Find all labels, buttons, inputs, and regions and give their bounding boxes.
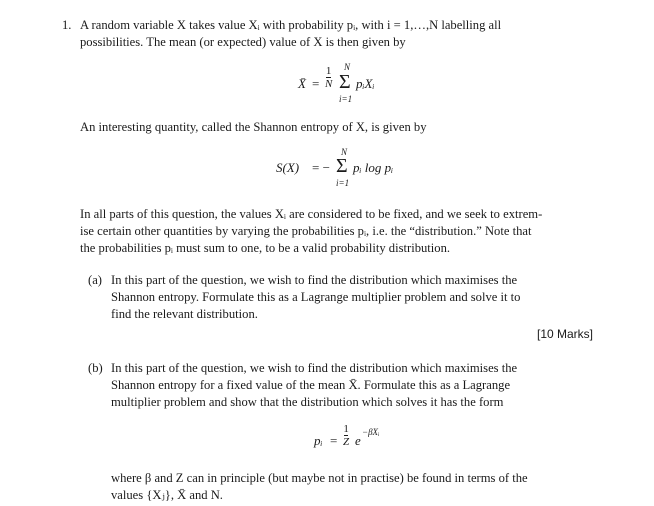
part-a-line-3: find the relevant distribution. [111, 307, 258, 321]
where-line-2: values {Xⱼ}, X̄ and N. [111, 488, 223, 502]
mean-lhs: X̄ [298, 76, 306, 91]
paragraph-line-1: In all parts of this question, the values Xᵢ are considered to be fixed, and we seek to extrem- [80, 207, 543, 221]
entropy-equals: = − [312, 160, 330, 175]
part-a-label: (a) [88, 273, 102, 287]
entropy-sum-symbol: Σ [336, 155, 348, 177]
part-b-line-1: In this part of the question, we wish to find the distribution which maximises the [111, 361, 518, 375]
mean-fraction [325, 65, 332, 90]
mean-sum-top: N [344, 62, 351, 72]
part-b-label: (b) [88, 361, 103, 375]
distribution-fraction [343, 423, 349, 448]
paragraph-line-3: the probabilities pᵢ must sum to one, to be a valid probability distribution. [80, 241, 451, 255]
intro-line-1: A random variable X takes value Xᵢ with probability pᵢ, with i = 1,…,N labelling all [80, 18, 502, 32]
part-a-marks: [10 Marks] [537, 327, 594, 341]
mean-sum-symbol: Σ [339, 71, 351, 93]
mean-equals: = [312, 76, 320, 91]
part-a-line-2: Shannon entropy. Formulate this as a Lagrange multiplier problem and solve it to [111, 290, 521, 304]
part-a-line-1: In this part of the question, we wish to find the distribution which maximises the [111, 273, 518, 287]
entropy-sum-bottom: i=1 [336, 178, 350, 188]
distribution-equals: = [330, 433, 338, 448]
entropy-term: pᵢ log pᵢ [353, 160, 394, 175]
part-b-line-2: Shannon entropy for a fixed value of the mean X̄. Formulate this as a Lagrange [111, 378, 511, 392]
mean-frac-denominator: N [325, 78, 333, 90]
intro-line-2: possibilities. The mean (or expected) value of X is then given by [80, 35, 406, 49]
question-number: 1. [62, 18, 72, 32]
distribution-frac-numerator: 1 [343, 423, 349, 435]
entropy-sum-top: N [341, 147, 348, 157]
distribution-base: e [355, 433, 361, 448]
distribution-exponent: −βXᵢ [362, 427, 380, 437]
entropy-lhs: S(X) [276, 160, 300, 175]
mean-sum-bottom: i=1 [339, 94, 353, 104]
entropy-intro: An interesting quantity, called the Shannon entropy of X, is given by [80, 120, 427, 134]
distribution-frac-denominator: Z [343, 436, 350, 448]
mean-term: pᵢXᵢ [356, 76, 375, 91]
part-b-line-3: multiplier problem and show that the distribution which solves it has the form [111, 395, 504, 409]
paragraph-line-2: ise certain other quantities by varying the probabilities pᵢ, i.e. the “distribution.” Note that [80, 224, 532, 238]
distribution-lhs: pᵢ [314, 433, 323, 448]
where-line-1: where β and Z can in principle (but maybe not in practise) be found in terms of the [111, 471, 528, 485]
mean-frac-numerator: 1 [325, 65, 332, 77]
